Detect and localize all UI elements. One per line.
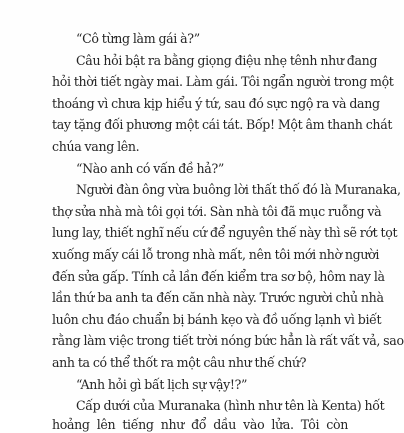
body-text [52, 28, 404, 432]
text-line-partial: hoảng lên tiếng như đổ dầu vào lửa. Tôi còn [52, 416, 348, 432]
text-line: Người đàn ông vừa buông lời thất thố đó là Muranaka, [76, 182, 401, 198]
text-line: chúa vang lên. [52, 138, 140, 154]
text-line: luôn chu đáo chuẩn bị bánh kẹo và đồ uống lạnh vì biết [52, 311, 382, 327]
text-line: “Cô từng làm gái à?” [76, 31, 200, 46]
text-line: “Anh hỏi gì bất lịch sự vậy!?” [76, 376, 248, 392]
text-line: lung lay, thiết nghĩ nếu cứ để nguyên thế này thì sẽ rớt tọt [52, 225, 398, 241]
text-line: Cấp dưới của Muranaka (hình như tên là Kenta) hốt [76, 398, 385, 414]
text-line: “Nào anh có vấn đề hả?” [76, 160, 224, 176]
text-line: anh ta có thể thốt ra một câu như thế chứ? [52, 354, 307, 370]
text-line: thoáng vì chưa kịp hiểu ý tứ, sau đó sực ngộ ra và dang [52, 95, 380, 111]
text-line: hỏi thời tiết ngày mai. Làm gái. Tôi ngẩn người trong một [52, 74, 394, 90]
text-line: thợ sửa nhà mà tôi gọi tới. Sàn nhà tôi đã mục ruỗng và [52, 203, 382, 219]
text-line: tay tặng đối phương một cái tát. Bốp! Một âm thanh chát [52, 117, 393, 133]
text-line: đến sửa gấp. Tính cả lần đến kiểm tra sơ bộ, hôm nay là [52, 268, 385, 284]
text-line: lần thứ ba anh ta đến căn nhà này. Trước người chủ nhà [52, 290, 384, 306]
text-line: xuống mấy cái lỗ trong nhà mất, nên tôi mới nhờ người [52, 246, 380, 262]
text-line: rằng làm việc trong tiết trời nóng bức hẳn là rất vất vả, sao [52, 333, 404, 349]
text-line: Câu hỏi bật ra bằng giọng điệu nhẹ tênh như đang [76, 52, 378, 68]
